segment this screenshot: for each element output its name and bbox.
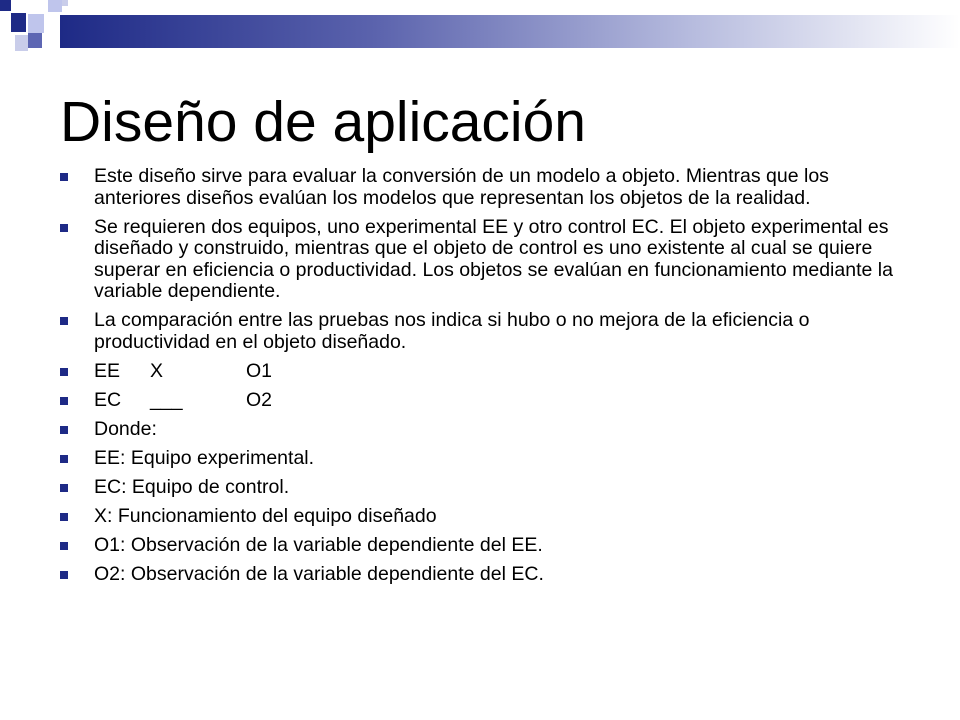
square-bullet-icon bbox=[60, 542, 68, 550]
bullet-text: EE: Equipo experimental. bbox=[94, 446, 315, 469]
bullet-item bbox=[60, 419, 900, 441]
bullet-text: La comparación entre las pruebas nos indica si hubo o no mejora de la eficiencia o productividad en el objeto diseñado. bbox=[94, 309, 810, 353]
design-treatment: ___ bbox=[150, 388, 183, 411]
design-observation: O1 bbox=[246, 359, 273, 382]
bullet-text: X: Funcionamiento del equipo diseñado bbox=[94, 504, 437, 527]
design-group: EE bbox=[94, 359, 121, 382]
slide-title: Diseño de aplicación bbox=[60, 90, 586, 154]
square-bullet-icon bbox=[60, 173, 68, 181]
bullet-text: EC: Equipo de control. bbox=[94, 475, 290, 498]
square-bullet-icon bbox=[60, 571, 68, 579]
decor-square bbox=[15, 35, 28, 51]
square-bullet-icon bbox=[60, 484, 68, 492]
bullet-text: Se requieren dos equipos, uno experimental EE y otro control EC. El objeto experimental es diseñado y construido, mientras que el objeto de control es uno existente al cual se quiere superar en eficiencia o productividad. Los objetos se evalúan en funcionamiento mediante la variable dependiente. bbox=[94, 215, 893, 302]
bullet-item bbox=[60, 448, 900, 470]
decor-square bbox=[11, 13, 26, 32]
bullet-text: Este diseño sirve para evaluar la conversión de un modelo a objeto. Mientras que los anteriores diseños evalúan los modelos que representan los objetos de la realidad. bbox=[94, 165, 829, 209]
design-observation: O2 bbox=[246, 388, 273, 411]
decor-square bbox=[0, 0, 11, 11]
decor-square bbox=[28, 33, 42, 48]
design-group: EC bbox=[94, 388, 122, 411]
decor-square bbox=[62, 0, 68, 6]
decor-square bbox=[28, 14, 44, 33]
bullet-item bbox=[60, 477, 900, 499]
square-bullet-icon bbox=[60, 455, 68, 463]
design-row bbox=[60, 361, 900, 383]
square-bullet-icon bbox=[60, 397, 68, 405]
bullet-item bbox=[60, 217, 900, 303]
bullet-item bbox=[60, 535, 900, 557]
header-gradient-bar bbox=[60, 15, 960, 48]
square-bullet-icon bbox=[60, 224, 68, 232]
bullet-item bbox=[60, 310, 900, 353]
square-bullet-icon bbox=[60, 513, 68, 521]
bullet-item bbox=[60, 506, 900, 528]
decor-square bbox=[48, 0, 62, 12]
bullet-item bbox=[60, 166, 900, 209]
slide-content bbox=[60, 166, 900, 593]
square-bullet-icon bbox=[60, 317, 68, 325]
bullet-text: O2: Observación de la variable dependiente del EC. bbox=[94, 562, 544, 585]
design-row bbox=[60, 390, 900, 412]
design-treatment: X bbox=[150, 359, 164, 382]
square-bullet-icon bbox=[60, 426, 68, 434]
bullet-text: O1: Observación de la variable dependiente del EE. bbox=[94, 533, 543, 556]
bullet-item bbox=[60, 564, 900, 586]
bullet-text: Donde: bbox=[94, 417, 157, 440]
square-bullet-icon bbox=[60, 368, 68, 376]
